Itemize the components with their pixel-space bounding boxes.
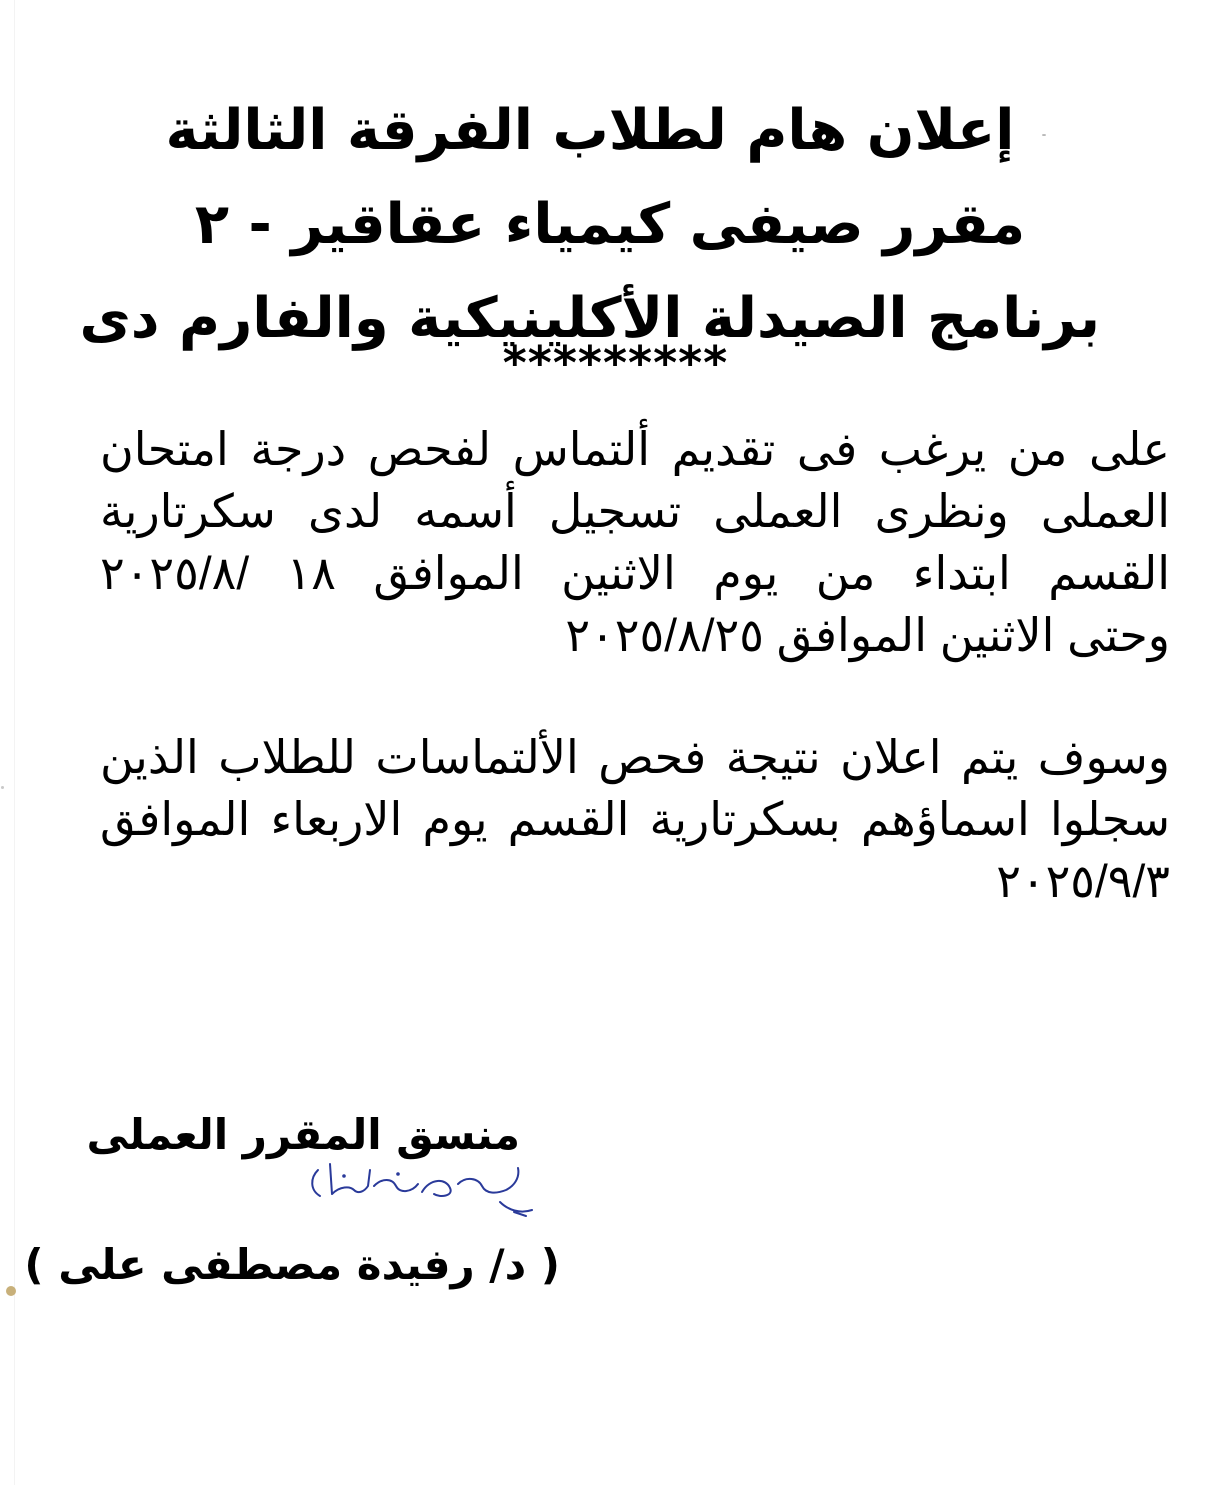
paragraph-results-announcement	[100, 726, 1170, 912]
paragraph-line: سجلوا اسماؤهم بسكرتارية القسم يوم الاربعاء الموافق	[100, 793, 1170, 845]
title-line-3: برنامج الصيدلة الأكلينيكية والفارم دى	[79, 286, 1100, 351]
announcement-title	[79, 84, 1100, 366]
paragraph-line: على من يرغب فى تقديم ألتماس لفحص درجة امتحان	[100, 423, 1170, 475]
paragraph-petition-registration	[100, 418, 1170, 666]
paragraph-line: وحتى الاثنين الموافق ٢٠٢٥/٨/٢٥	[565, 609, 1170, 661]
scan-speck	[6, 1286, 16, 1296]
title-line-1: إعلان هام لطلاب الفرقة الثالثة	[165, 98, 1015, 163]
title-line-2: مقرر صيفى كيمياء عقاقير - ٢	[194, 192, 1026, 257]
separator-stars: *********	[502, 336, 729, 390]
paragraph-line: وسوف يتم اعلان نتيجة فحص الألتماسات للطلاب الذين	[100, 731, 1170, 783]
scan-edge-line	[14, 0, 15, 1485]
signatory-name: ( د/ رفيدة مصطفى على )	[24, 1240, 560, 1289]
signatory-role: منسق المقرر العملى	[86, 1110, 520, 1159]
paragraph-line: العملى ونظرى العملى تسجيل أسمه لدى سكرتارية	[100, 485, 1170, 537]
scan-speck	[1, 786, 4, 789]
paragraph-line: ٢٠٢٥/٩/٣	[996, 855, 1170, 907]
handwritten-signature	[300, 1156, 560, 1226]
paragraph-line: القسم ابتداء من يوم الاثنين الموافق ١٨ /٢٠٢٥/٨	[100, 547, 1170, 599]
